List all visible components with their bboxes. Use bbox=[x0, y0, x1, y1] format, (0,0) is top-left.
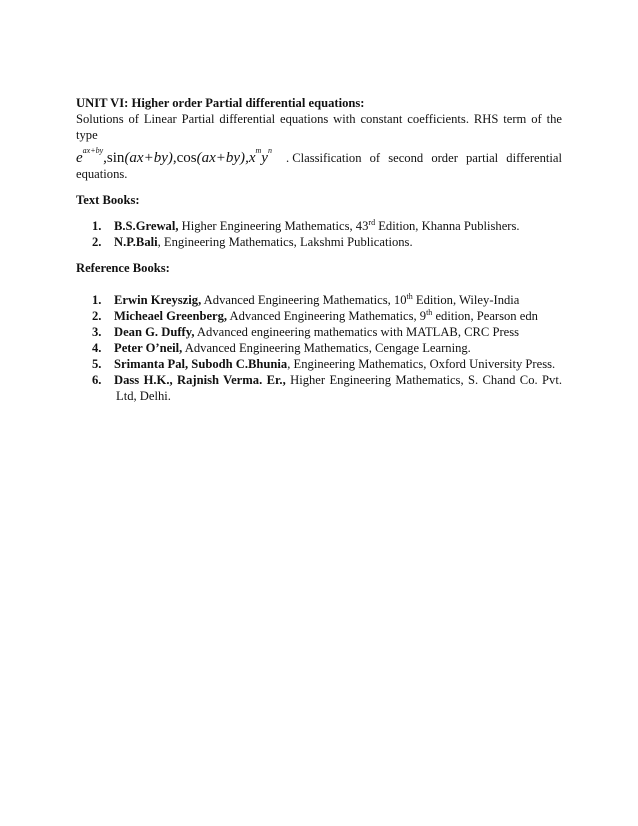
list-item: 1. B.S.Grewal, Higher Engineering Mathematics, 43rd Edition, Khanna Publishers. bbox=[92, 217, 520, 233]
list-item: 2. Micheael Greenberg, Advanced Engineering Mathematics, 9th edition, Pearson edn bbox=[92, 307, 538, 323]
list-item: 4. Peter O’neil, Advanced Engineering Mathematics, Cengage Learning. bbox=[92, 341, 471, 355]
list-item: 2. N.P.Bali, Engineering Mathematics, Lakshmi Publications. bbox=[92, 235, 413, 249]
text-books-title: Text Books: bbox=[76, 193, 140, 207]
math-line bbox=[76, 146, 562, 166]
list-item: 5. Srimanta Pal, Subodh C.Bhunia, Engineering Mathematics, Oxford University Press. bbox=[92, 357, 556, 371]
text-books-list bbox=[76, 218, 562, 250]
document-page bbox=[76, 95, 562, 404]
reference-books-title: Reference Books: bbox=[76, 261, 170, 275]
unit-heading: UNIT VI: Higher order Partial differential equations: bbox=[76, 96, 365, 110]
rhs-formula: $e^{ax+by},\sin(ax+by),\cos(ax+by),x^my^n$ bbox=[76, 146, 272, 166]
list-item: 6. Dass H.K., Rajnish Verma. Er., Higher Engineering Mathematics, S. Chand Co. Pvt. Ltd, Delhi. bbox=[92, 373, 562, 403]
reference-books-list bbox=[76, 292, 562, 404]
unit-intro: Solutions of Linear Partial differential equations with constant coefficients. RHS term of the type bbox=[76, 112, 562, 142]
classification-text-end: equations. bbox=[76, 167, 128, 181]
list-item: 1. Erwin Kreyszig, Advanced Engineering Mathematics, 10th Edition, Wiley-India bbox=[92, 291, 520, 307]
classification-text: . Classification of second order partial differential bbox=[285, 151, 562, 165]
list-item: 3. Dean G. Duffy, Advanced engineering mathematics with MATLAB, CRC Press bbox=[92, 325, 520, 339]
